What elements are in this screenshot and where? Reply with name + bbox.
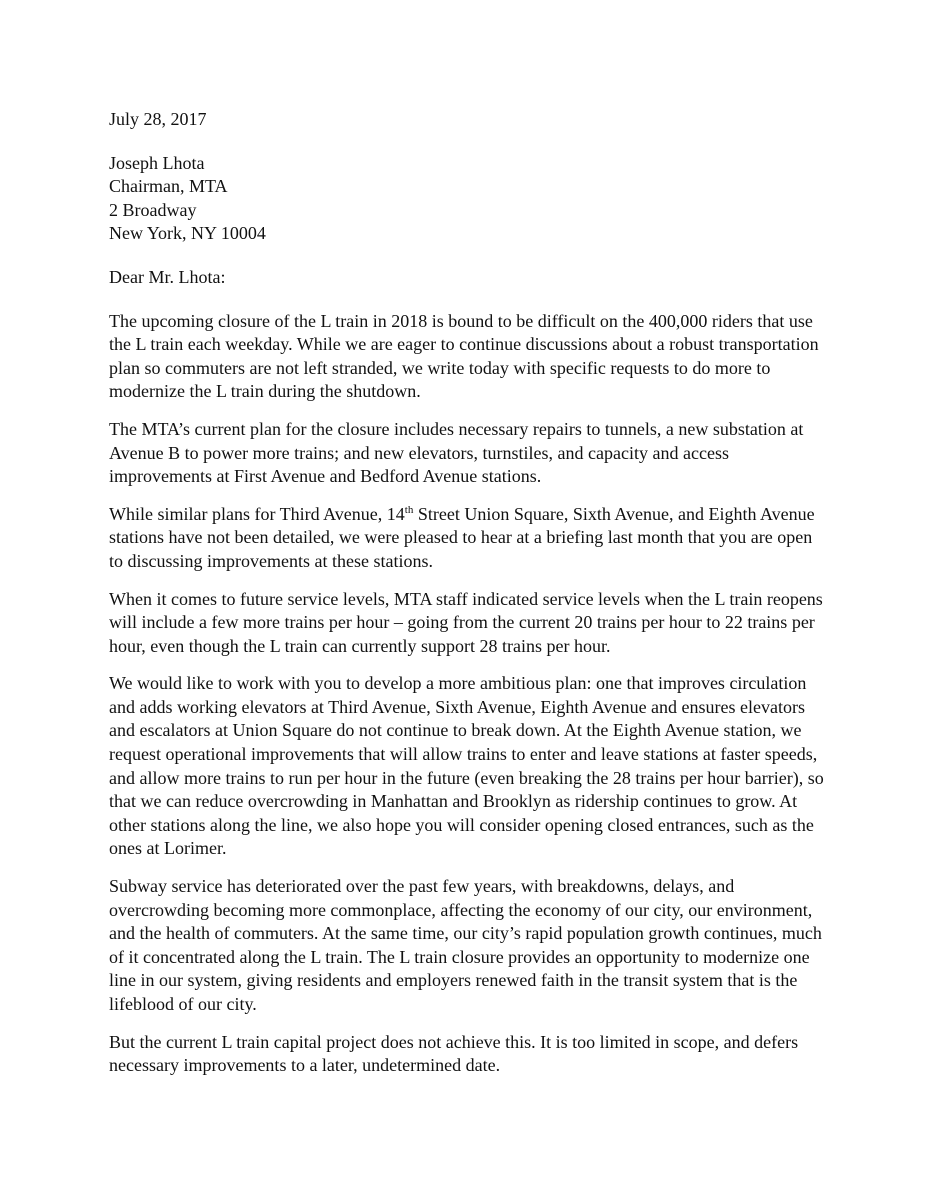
recipient-name: Joseph Lhota <box>109 152 205 173</box>
paragraph-other-stations-after: Street Union Square, Sixth Avenue, and Eighth Avenue stations have not been detailed, we were pleased to hear at a briefing last month that you are open to discussing improvements at these stations. <box>109 503 815 571</box>
recipient-city: New York, NY 10004 <box>109 223 266 244</box>
salutation: Dear Mr. Lhota: <box>109 266 226 287</box>
paragraph-service-levels: When it comes to future service levels, MTA staff indicated service levels when the L train reopens will include a few more trains per hour – going from the current 20 trains per hour to 22 trains per hour, even though the L train can currently support 28 trains per hour. <box>109 588 823 656</box>
paragraph-other-stations <box>109 503 824 574</box>
recipient-address <box>109 152 824 246</box>
letter-date: July 28, 2017 <box>109 109 207 129</box>
paragraph-current-plan: The MTA’s current plan for the closure includes necessary repairs to tunnels, a new substation at Avenue B to power more trains; and new elevators, turnstiles, and capacity and access improvements at First Avenue and Bedford Avenue stations. <box>109 418 804 487</box>
paragraph-subway-deterioration: Subway service has deteriorated over the past few years, with breakdowns, delays, and overcrowding becoming more commonplace, affecting the economy of our city, our environment, and the health of commuters. At the same time, our city’s rapid population growth continues, much of it concentrated along the L train. The L train closure provides an opportunity to modernize one line in our system, giving residents and employers renewed faith in the transit system that is the lifeblood of our city. <box>109 876 822 1014</box>
ordinal-suffix: th <box>404 503 414 516</box>
paragraph-ambitious-plan: We would like to work with you to develop a more ambitious plan: one that improves circulation and adds working elevators at Third Avenue, Sixth Avenue, Eighth Avenue and ensures elevators and escalators at Union Square do not continue to break down. At the Eighth Avenue station, we request operational improvements that will allow trains to enter and leave stations at faster speeds, and allow more trains to run per hour in the future (even breaking the 28 trains per hour barrier), so that we can reduce overcrowding in Manhattan and Brooklyn as ridership continues to grow. At other stations along the line, we also hope you will consider opening closed entrances, such as the ones at Lorimer. <box>109 673 824 859</box>
paragraph-other-stations-before: While similar plans for Third Avenue, 14 <box>109 503 405 524</box>
recipient-title: Chairman, MTA <box>109 176 228 197</box>
letter-body <box>109 108 824 1092</box>
paragraph-capital-project: But the current L train capital project does not achieve this. It is too limited in scope, and defers necessary improvements to a later, undetermined date. <box>109 1031 799 1076</box>
paragraph-closure-impact: The upcoming closure of the L train in 2018 is bound to be difficult on the 400,000 riders that use the L train each weekday. While we are eager to continue discussions about a robust transportation plan so commuters are not left stranded, we write today with specific requests to do more to modernize the L train during the shutdown. <box>109 310 819 402</box>
recipient-street: 2 Broadway <box>109 199 197 220</box>
